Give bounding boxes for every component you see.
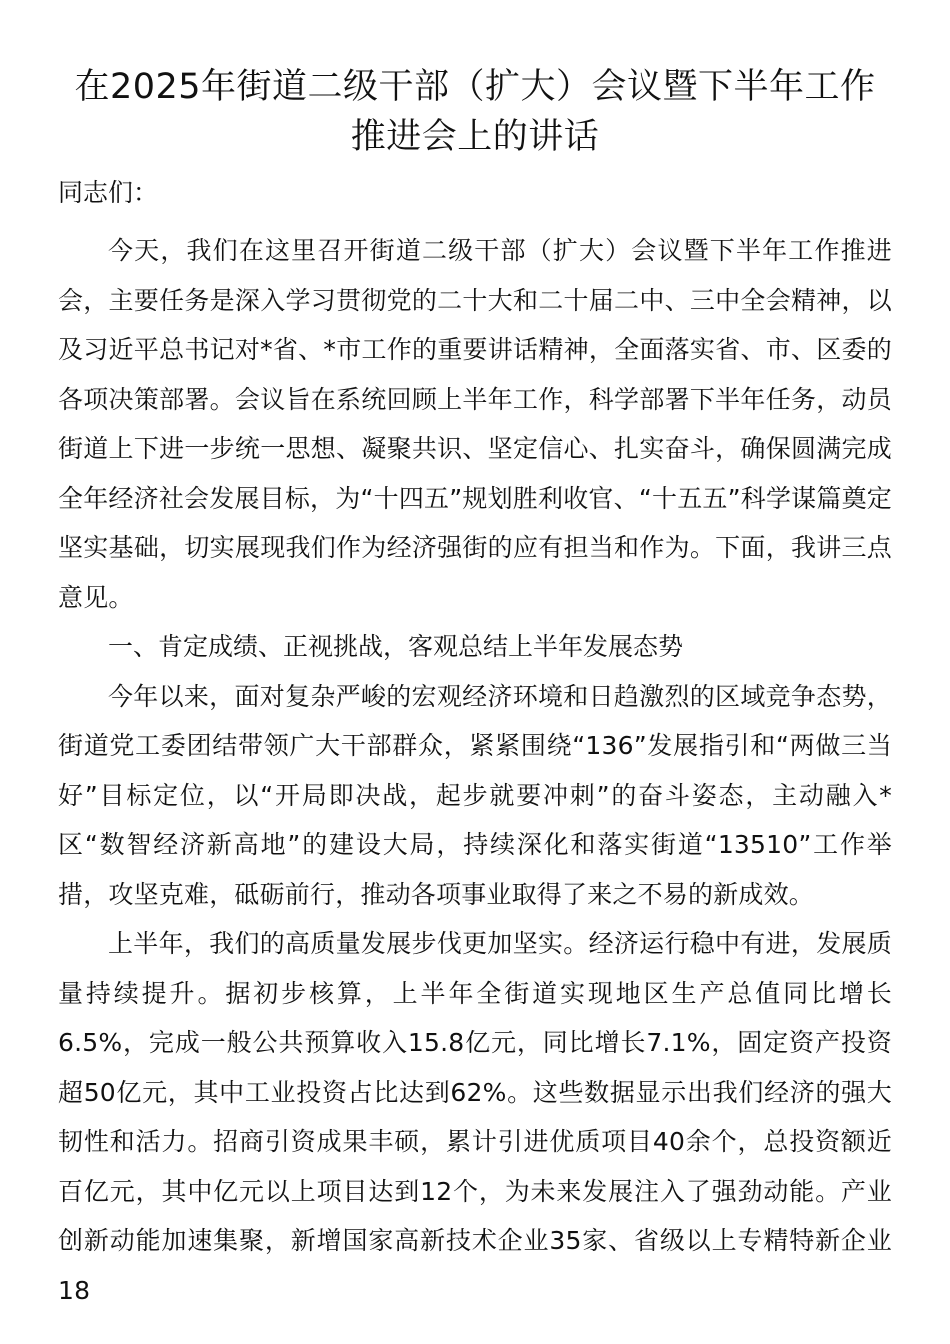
title-line-2: 推进会上的讲话 (350, 117, 600, 157)
body-paragraph-2: 今年以来，面对复杂严峻的宏观经济环境和日趋激烈的区域竞争态势，街道党工委团结带领广大干部群众，紧紧围绕“136”发展指引和“两做三当好”目标定位，以“开局即决战，起步就要冲刺”的奋斗姿态，主动融入*区“数智经济新高地”的建设大局，持续深化和落实街道“13510”工作举措，攻坚克难，砥砺前行，推动各项事业取得了来之不易的新成效。 (58, 681, 892, 909)
salutation: 同志们： (58, 178, 159, 207)
document-title (58, 62, 892, 162)
body-paragraph-3: 上半年，我们的高质量发展步伐更加坚实。经济运行稳中有进，发展质量持续提升。据初步核算，上半年全街道实现地区生产总值同比增长6.5%，完成一般公共预算收入15.8亿元，同比增长7.1%，固定资产投资超50亿元，其中工业投资占比达到62%。这些数据显示出我们经济的强大韧性和活力。招商引资成果丰硕，累计引进优质项目40余个，总投资额近百亿元，其中亿元以上项目达到12个，为未来发展注入了强劲动能。产业创新动能加速集聚，新增国家高新技术企业35家、省级以上专精特新企业18 (58, 929, 892, 1305)
title-line-1: 在2025年街道二级干部（扩大）会议暨下半年工作 (74, 67, 876, 107)
section-1-heading: 一、肯定成绩、正视挑战，客观总结上半年发展态势 (108, 632, 684, 661)
opening-paragraph: 今天，我们在这里召开街道二级干部（扩大）会议暨下半年工作推进会，主要任务是深入学习贯彻党的二十大和二十届二中、三中全会精神，以及习近平总书记对*省、*市工作的重要讲话精神，全面落实省、市、区委的各项决策部署。会议旨在系统回顾上半年工作，科学部署下半年任务，动员街道上下进一步统一思想、凝聚共识、坚定信心、扎实奋斗，确保圆满完成全年经济社会发展目标，为“十四五”规划胜利收官、“十五五”科学谋篇奠定坚实基础，切实展现我们作为经济强街的应有担当和作为。下面，我讲三点意见。 (58, 236, 892, 612)
document-page (58, 62, 892, 1315)
